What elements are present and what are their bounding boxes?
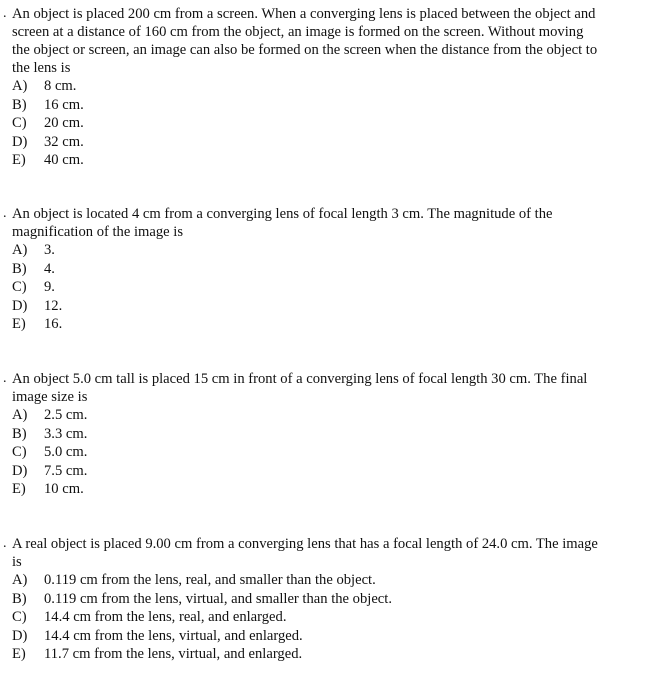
option-text: 7.5 cm. [44,462,88,479]
question-stem [0,370,600,406]
option-letter: E) [12,152,26,168]
option-text: 9. [44,279,55,295]
answer-option-d[interactable] [0,297,600,316]
question-text: An object is located 4 cm from a converging lens of focal length 3 cm. The magnitude of the magnification of the image is [12,206,553,240]
option-text: 12. [44,297,63,314]
question-text: A real object is placed 9.00 cm from a converging lens that has a focal length of 24.0 cm. The image is [12,536,598,570]
answer-option-b[interactable] [0,590,600,609]
option-letter: B) [12,260,27,277]
option-letter: D) [12,462,28,479]
answer-option-d[interactable] [0,462,600,481]
option-letter: B) [12,96,27,113]
option-letter: A) [12,572,28,588]
question-stem [0,5,600,77]
answer-option-b[interactable] [0,260,600,279]
option-text: 10 cm. [44,481,84,497]
answer-option-c[interactable] [0,608,600,627]
option-text: 20 cm. [44,115,84,131]
question-mark: . [3,206,7,221]
answer-options [0,241,600,334]
question-2 [0,205,600,334]
answer-options [0,571,600,664]
option-text: 5.0 cm. [44,444,88,460]
question-3 [0,370,600,499]
answer-option-d[interactable] [0,627,600,646]
answer-option-a[interactable] [0,77,600,96]
answer-option-a[interactable] [0,406,600,425]
option-letter: B) [12,590,27,607]
answer-option-a[interactable] [0,571,600,590]
question-mark: . [3,371,7,386]
option-text: 8 cm. [44,78,77,94]
answer-option-d[interactable] [0,133,600,152]
option-letter: C) [12,444,27,460]
option-letter: E) [12,316,26,332]
question-mark: . [3,536,7,551]
option-letter: A) [12,407,28,423]
option-letter: C) [12,279,27,295]
question-1 [0,5,600,170]
option-text: 0.119 cm from the lens, virtual, and smaller than the object. [44,590,392,607]
question-stem [0,205,600,241]
option-text: 0.119 cm from the lens, real, and smaller than the object. [44,572,376,588]
question-text: An object 5.0 cm tall is placed 15 cm in front of a converging lens of focal length 30 cm. The final image size is [12,371,588,405]
answer-option-e[interactable] [0,645,600,664]
option-letter: E) [12,481,26,497]
answer-option-c[interactable] [0,443,600,462]
answer-option-e[interactable] [0,480,600,499]
option-text: 11.7 cm from the lens, virtual, and enlarged. [44,646,303,662]
option-letter: E) [12,646,26,662]
option-text: 3.3 cm. [44,425,88,442]
answer-option-c[interactable] [0,114,600,133]
option-letter: A) [12,78,28,94]
answer-option-b[interactable] [0,96,600,115]
option-text: 3. [44,242,55,258]
answer-option-e[interactable] [0,315,600,334]
answer-options [0,406,600,499]
answer-option-b[interactable] [0,425,600,444]
option-letter: D) [12,627,28,644]
option-letter: D) [12,297,28,314]
answer-option-a[interactable] [0,241,600,260]
option-letter: C) [12,609,27,625]
option-text: 16 cm. [44,96,84,113]
question-mark: . [3,6,7,21]
option-text: 40 cm. [44,152,84,168]
option-letter: D) [12,133,28,150]
question-text: An object is placed 200 cm from a screen. When a converging lens is placed between the object and screen at a distance of 160 cm from the object, an image is formed on the screen. Without moving the object or screen, an image can also be formed on the screen when the distance from the object to the lens is [12,6,598,76]
option-letter: A) [12,242,28,258]
option-letter: B) [12,425,27,442]
option-text: 14.4 cm from the lens, virtual, and enlarged. [44,627,303,644]
question-stem [0,535,600,571]
option-text: 16. [44,316,63,332]
option-text: 2.5 cm. [44,407,88,423]
answer-option-c[interactable] [0,278,600,297]
answer-option-e[interactable] [0,151,600,170]
question-4 [0,535,600,664]
answer-options [0,77,600,170]
option-text: 4. [44,260,55,277]
option-text: 14.4 cm from the lens, real, and enlarged. [44,609,287,625]
option-text: 32 cm. [44,133,84,150]
option-letter: C) [12,115,27,131]
